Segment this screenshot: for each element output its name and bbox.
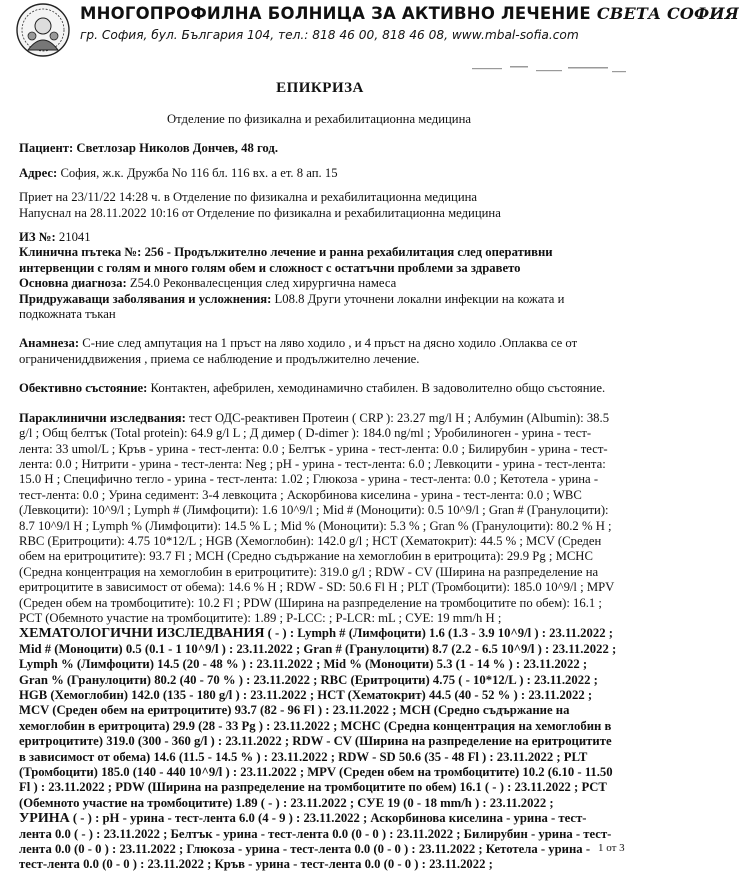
ih-label: ИЗ №:: [19, 230, 56, 245]
department-line: Отделение по физикална и рехабилитационна медицина: [166, 112, 472, 126]
pathway-value: - Продължително лечение и ранна рехабилитация след оперативни интервенции с голям и много голям обем и сложност с остатъчни проблеми за здравето: [19, 245, 553, 275]
ih-value: 21041: [58, 230, 91, 245]
status-label: Обективно състояние:: [19, 381, 148, 396]
hematology-block: [19, 626, 619, 811]
admitted-line: Приет на 23/11/22 14:28 ч. в Отделение по физикална и рехабилитационна медицина: [19, 190, 478, 205]
hematology-value: ( - ) : Lymph # (Лимфоцити) 1.6 (1.3 - 3.9 10^9/l ) : 23.11.2022 ; Mid # (Моноцити) 0.5 (0.1 - 1 10^9/l ) : 23.11.2022 ; Gran # (Гранулоцити) 8.7 (2.2 - 6.5 10^9/l ) : 23.11.2022 ; Lymph % (Лимфоцити) 14.5 (20 - 48 % ) : 23.11.2022 ; Mid % (Моноцити) 5.3 (1 - 14 % ) : 23.11.2022 ; Gran % (Гранулоцити) 80.2 (40 - 70 % ) : 23.11.2022 ; RBC (Еритроцити) 4.75 ( - 10*12/L ) : 23.11.2022 ; HGB (Хемоглобин) 142.0 (135 - 180 g/l ) : 23.11.2022 ; HCT (Хематокрит) 44.5 (40 - 52 % ) : 23.11.2022 ; MCV (Среден обем на еритроцитите) 93.7 (82 - 96 Fl ) : 23.11.2022 ; MCH (Средно съдържание на хемоглобин в еритроцита) 29.9 (28 - 33 Pg ) : 23.11.2022 ; MCHC (Средна концентрация на хемоглобин в еритроцитите) 319.0 (300 - 360 g/l ) : 23.11.2022 ; RDW - CV (Ширина на разпределение на еритроцитите в зависимост от обема) 14.6 (11.5 - 14.5 % ) : 23.11.2022 ; RDW - SD 50.6 (35 - 48 Fl ) : 23.11.2022 ; PLT (Тромбоцити) 185.0 (140 - 440 10^9/l ) : 23.11.2022 ; MPV (Среден обем на тромбоцитите) 10.2 (6.10 - 11.50 Fl ) : 23.11.2022 ; PDW (Ширина на разпределение на тромбоцитите по обем) 16.1 ( - ) : 23.11.2022 ; PCT (Обемното участие на тромбоцитите) 1.89 ( - ) : 23.11.2022 ; СУЕ 19 (0 - 18 mm/h ) : 23.11.2022 ;: [19, 626, 617, 810]
urine-block: [19, 811, 619, 873]
urine-value: ( - ) : pH - урина - тест-лента 6.0 (4 - 9 ) : 23.11.2022 ; Аскорбинова киселина - урина - тест-лента 0.0 ( - ) : 23.11.2022 ; Белтък - урина - тест-лента 0.0 (0 - 0 ) : 23.11.2022 ; Билирубин - урина - тест-лента 0.0 (0 - 0 ) : 23.11.2022 ; Глюкоза - урина - тест-лента 0.0 (0 - 0 ) : 23.11.2022 ; Кетотела - урина - тест-лента 0.0 (0 - 0 ) : 23.11.2022 ; Кръв - урина - тест-лента 0.0 (0 - 0 ) : 23.11.2022 ;: [19, 811, 612, 872]
status-value: Контактен, афебрилен, хемодинамично стабилен. В задоволително общо състояние.: [150, 381, 606, 396]
hospital-logo: [14, 2, 72, 58]
main-diagnosis-value: Z54.0 Реконвалесценция след хирургична намеса: [129, 276, 397, 291]
ih-line: [19, 230, 619, 245]
hospital-name-text: МНОГОПРОФИЛНА БОЛНИЦА ЗА АКТИВНО ЛЕЧЕНИЕ: [80, 4, 591, 23]
address-line: [19, 166, 619, 181]
pathway-label: Клинична пътека №: 256: [19, 245, 164, 260]
patient-line: [19, 141, 619, 156]
scan-artifact: [470, 62, 630, 76]
document-body: [19, 112, 619, 873]
address-value: София, ж.к. Дружба No 116 бл. 116 вх. а ет. 8 ап. 15: [60, 165, 338, 180]
paraclinic-label: Параклинични изследвания:: [19, 410, 186, 425]
page-number: 1 от 3: [598, 842, 625, 854]
hospital-brand: СВЕТА СОФИЯ: [596, 4, 739, 23]
hematology-label: ХЕМАТОЛОГИЧНИ ИЗСЛЕДВАНИЯ: [19, 626, 265, 642]
main-diagnosis-line: [19, 276, 619, 291]
hospital-name: [80, 4, 739, 23]
main-diagnosis-label: Основна диагноза:: [19, 276, 127, 291]
hospital-contact: гр. София, бул. България 104, тел.: 818 46 00, 818 46 08, www.mbal-sofia.com: [80, 28, 579, 42]
address-label: Адрес:: [19, 165, 58, 180]
paraclinic-value: тест ОДС-реактивен Протеин ( CRP ): 23.27 mg/l H ; Албумин (Albumin): 38.5 g/l ; Общ белтък (Total protein): 64.9 g/l L ; Д димер ( D-dimer ): 184.0 ng/ml ; Уробилиноген - урина - тест-лента: 33 umol/L ; Кръв - урина - тест-лента: 0.0 ; Белтък - урина - тест-лента: 0.0 ; Билирубин - урина - тест-лента: 0.0 ; Нитрити - урина - тест-лента: Neg ; pH - урина - тест-лента: 6.0 ; Левкоцити - урина - тест-лента: 15.0 H ; Специфично тегло - урина - тест-лента: 1.02 ; Глюкоза - урина - тест-лента: 0.0 ; Кетотела - урина - тест-лента: 0.0 ; Урина седимент: 3-4 левкоцита ; Аскорбинова киселина - урина - тест-лента: 0.0 ; WBC (Левкоцити): 10^9/l ; Lymph # (Лимфоцити): 1.6 10^9/l ; Mid # (Моноцити): 0.5 10^9/l ; Gran # (Гранулоцити): 8.7 10^9/l H ; Lymph % (Лимфоцити): 14.5 % L ; Mid % (Моноцити): 5.3 % ; Gran % (Гранулоцити): 80.2 % H ; RBC (Еритроцити): 4.75 10*12/L ; HGB (Хемоглобин): 142.0 g/l ; HCT (Хематокрит): 44.5 % ; MCV (Среден обем на еритроцитите): 93.7 Fl ; MCH (Средно съдържание на хемоглобин в еритроцита): 29.9 Pg ; MCHC (Средна концентрация на хемоглобин в еритроцитите): 319.0 g/l ; RDW - CV (Ширина на разпределение на еритроцитите в зависимост от обема): 14.6 % H ; RDW - SD: 50.6 Fl H ; PLT (Тромбоцити): 185.0 10^9/l ; MPV (Среден обем на тромбоцитите): 10.2 Fl ; PDW (Ширина на разпределение на тромбоцитите по обем): 16.1 ; PCT (Обемното участие на тромбоцитите): 1.89 ; P-LCC: ; P-LCR: mL ; СУЕ: 19 mm/h H ;: [19, 410, 615, 625]
anamnesis-line: [19, 336, 619, 367]
urine-label: УРИНА: [19, 811, 70, 827]
anamnesis-label: Анамнеза:: [19, 336, 80, 351]
pathway-line: [19, 245, 619, 276]
status-line: [19, 381, 619, 396]
comorbidities-label: Придружаващи заболявания и усложнения:: [19, 291, 272, 306]
comorbidities-value: L08.8 Други уточнени локални инфекции на кожата и подкожната тъкан: [19, 291, 565, 322]
discharged-line: Напуснал на 28.11.2022 10:16 от Отделение по физикална и рехабилитационна медицина: [19, 205, 501, 220]
paraclinic-block: [19, 411, 619, 627]
anamnesis-value: С-ние след ампутация на 1 пръст на ляво ходило , и 4 пръст на дясно ходило .Оплаква се от ограничениддвижения , приема се наблюдение и продължително лечение.: [19, 336, 578, 366]
comorbidities-line: [19, 292, 619, 323]
document-title: ЕПИКРИЗА: [276, 80, 364, 96]
patient-label: Пациент:: [19, 141, 74, 156]
patient-value: Светлозар Николов Дончев, 48 год.: [76, 141, 279, 156]
